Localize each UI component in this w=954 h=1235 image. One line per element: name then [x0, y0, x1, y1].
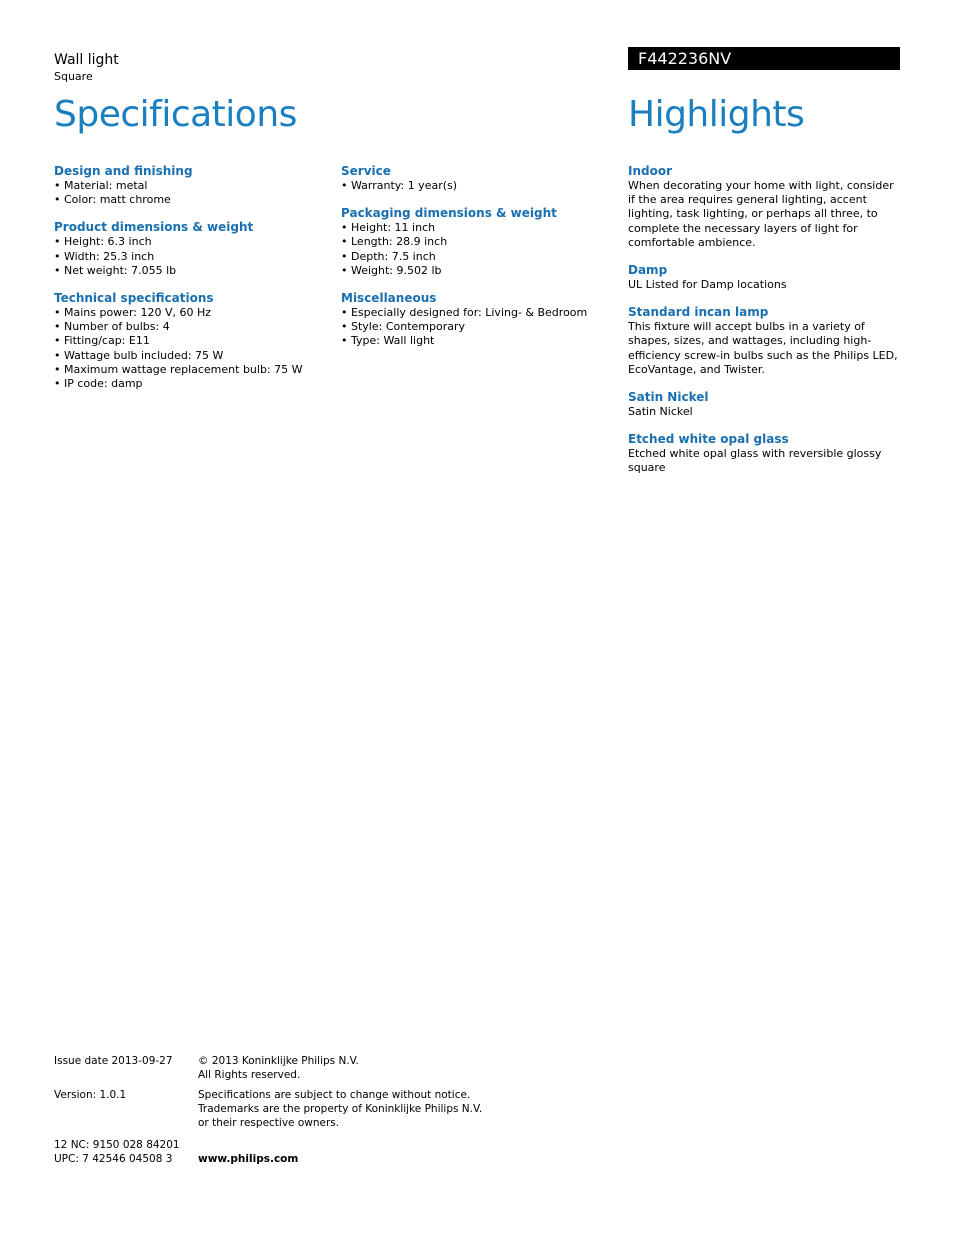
spec-item: • Length: 28.9 inch: [341, 235, 448, 249]
spec-item: • Net weight: 7.055 lb: [54, 263, 177, 277]
highlight-text: When decorating your home with light, consider if the area requires general lighting, accent lighting, task lighting, or perhaps all three, to complete the necessary layers of light for comfortable ambience.: [628, 179, 894, 249]
spec-section-title: Packaging dimensions & weight: [341, 206, 557, 221]
notice-line: Specifications are subject to change without notice.: [198, 1089, 471, 1101]
spec-section: [54, 291, 324, 391]
nc-code: 12 NC: 9150 028 84201: [54, 1139, 180, 1151]
highlight-title: Etched white opal glass: [628, 432, 789, 447]
spec-section-title: Design and finishing: [54, 164, 193, 178]
spec-item: • Fitting/cap: E11: [54, 334, 150, 348]
product-name: Wall light: [54, 52, 119, 68]
website-link[interactable]: www.philips.com: [198, 1153, 299, 1165]
highlight-text: This fixture will accept bulbs in a variety of shapes, sizes, and wattages, including high-efficiency screw-in bulbs such as the Philips LED, EcoVantage, and Twister.: [628, 320, 898, 376]
spec-section-title: Product dimensions & weight: [54, 220, 254, 235]
spec-item: • Height: 6.3 inch: [54, 235, 152, 249]
spec-section-title: Technical specifications: [54, 291, 214, 306]
spec-item: • Width: 25.3 inch: [54, 249, 155, 263]
highlight-section: [628, 432, 904, 475]
highlight-text: Etched white opal glass with reversible glossy square: [628, 447, 882, 475]
upc-code: UPC: 7 42546 04508 3: [54, 1153, 173, 1165]
highlight-section: [628, 263, 904, 292]
notice-block: [198, 1088, 498, 1130]
spec-section: [341, 206, 611, 278]
highlight-text: UL Listed for Damp locations: [628, 278, 787, 292]
issue-date: Issue date 2013-09-27: [54, 1055, 173, 1067]
notice-line: or their respective owners.: [198, 1117, 340, 1129]
specifications-title: Specifications: [54, 94, 297, 135]
spec-item: • Maximum wattage replacement bulb: 75 W: [54, 362, 303, 376]
highlight-section: [628, 305, 904, 377]
spec-section-title: Miscellaneous: [341, 291, 437, 306]
highlight-text: Satin Nickel: [628, 405, 693, 419]
product-subtitle: Square: [54, 70, 93, 83]
highlight-title: Satin Nickel: [628, 390, 709, 405]
highlight-title: Indoor: [628, 164, 673, 178]
spec-item: • Especially designed for: Living- & Bedroom: [341, 306, 588, 320]
highlights-column: [628, 164, 904, 489]
spec-item: • Warranty: 1 year(s): [341, 179, 458, 192]
spec-section: [54, 220, 324, 278]
spec-item: • Height: 11 inch: [341, 221, 436, 235]
spec-item: • Weight: 9.502 lb: [341, 263, 442, 277]
spec-section-title: Service: [341, 164, 391, 178]
version: Version: 1.0.1: [54, 1089, 127, 1101]
spec-item: • Depth: 7.5 inch: [341, 249, 436, 263]
spec-item: • Color: matt chrome: [54, 193, 171, 207]
spec-item: • Mains power: 120 V, 60 Hz: [54, 306, 212, 320]
spec-item: • Style: Contemporary: [341, 320, 466, 334]
highlight-title: Damp: [628, 263, 668, 278]
spec-section: [341, 291, 611, 349]
model-number-badge: F442236NV: [628, 47, 900, 70]
specs-column-1: [54, 164, 324, 404]
copyright-block: [198, 1054, 498, 1082]
spec-item: • Number of bulbs: 4: [54, 320, 170, 334]
spec-item: • Type: Wall light: [341, 334, 435, 348]
notice-line: Trademarks are the property of Koninklijke Philips N.V.: [198, 1103, 483, 1115]
spec-item: • IP code: damp: [54, 377, 143, 391]
copyright-line: All Rights reserved.: [198, 1069, 301, 1081]
spec-item: • Wattage bulb included: 75 W: [54, 348, 224, 362]
spec-section: [341, 164, 611, 193]
highlights-title: Highlights: [628, 94, 805, 135]
specs-column-2: [341, 164, 611, 362]
copyright-line: © 2013 Koninklijke Philips N.V.: [198, 1055, 359, 1067]
spec-section: [54, 164, 324, 207]
highlight-title: Standard incan lamp: [628, 305, 769, 320]
highlight-section: [628, 164, 904, 250]
highlight-section: [628, 390, 904, 419]
spec-item: • Material: metal: [54, 179, 148, 192]
product-codes: [54, 1138, 194, 1166]
